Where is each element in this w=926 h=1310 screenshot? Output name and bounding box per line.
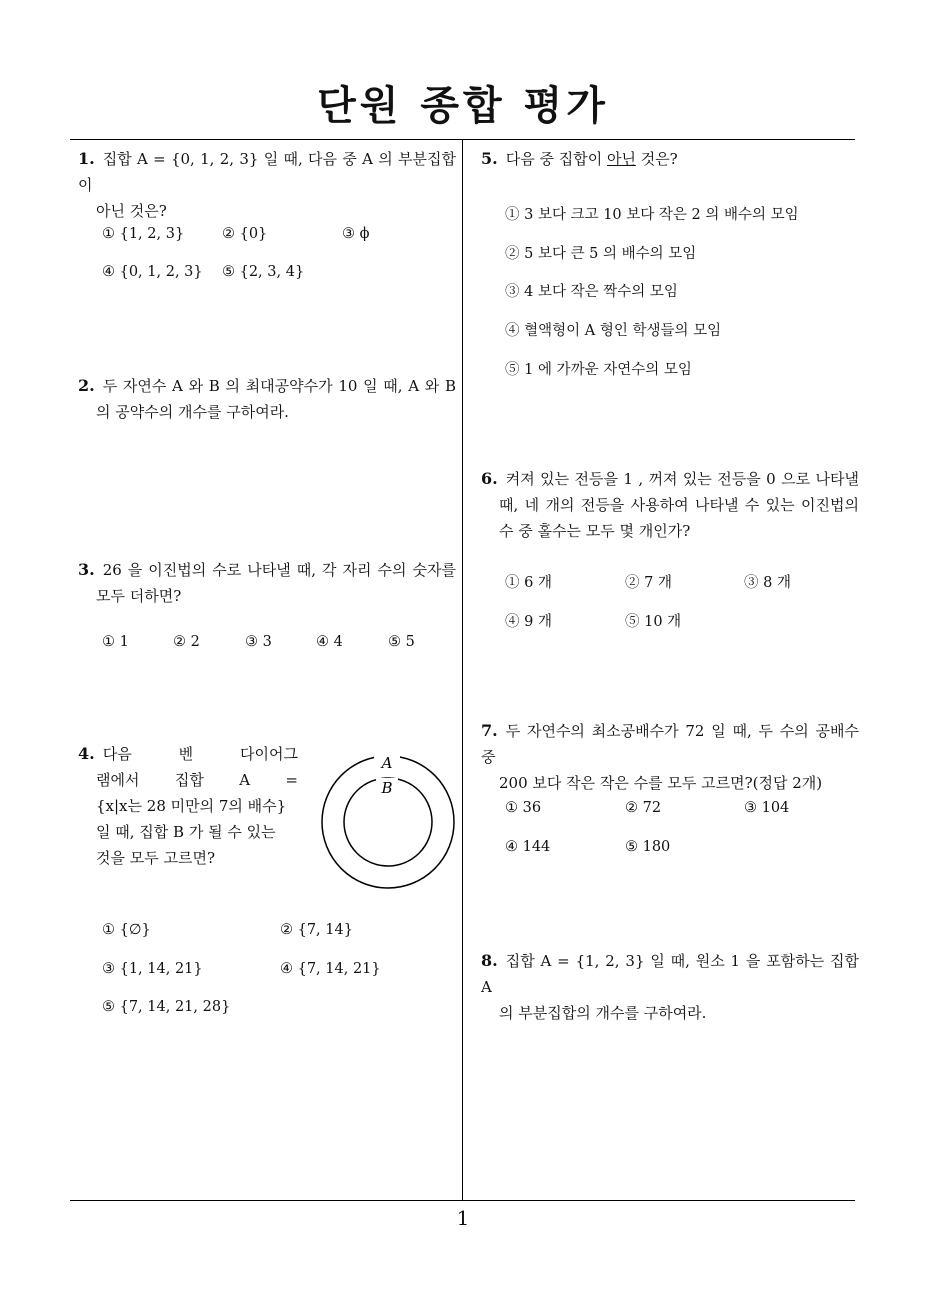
question-8	[481, 948, 859, 1026]
question-number: 7.	[481, 721, 498, 740]
column-divider	[462, 139, 463, 1200]
question-6	[481, 466, 859, 544]
option-3[interactable]: ③ 3	[245, 634, 272, 650]
question-text: 집합 A = {0, 1, 2, 3} 일 때, 다음 중 A 의 부분집합이	[78, 150, 456, 194]
page-number: 1	[456, 1206, 470, 1230]
option-5[interactable]: ⑤ 1 에 가까운 자연수의 모임	[505, 362, 692, 378]
question-3	[78, 557, 456, 609]
question-7	[481, 718, 859, 796]
question-text: 때, 네 개의 전등을 사용하여 나타낼 수 있는 이진법의	[499, 496, 859, 514]
option-4[interactable]: ④ 144	[505, 839, 551, 855]
question-text: 두 자연수의 최소공배수가 72 일 때, 두 수의 공배수 중	[481, 722, 859, 766]
option-2[interactable]: ② 2	[173, 634, 200, 650]
option-5[interactable]: ⑤ 10 개	[625, 614, 682, 630]
question-text: 아닌 것은?	[96, 202, 167, 220]
venn-label-a: A	[381, 754, 393, 772]
venn-diagram	[318, 752, 458, 892]
question-text: 다음 벤 다이어그	[102, 745, 298, 763]
option-3[interactable]: ③ 4 보다 작은 짝수의 모임	[505, 284, 678, 300]
question-text: 일 때, 집합 B 가 될 수 있는	[96, 823, 276, 841]
question-text: 다음 중 집합이	[505, 150, 607, 168]
option-4[interactable]: ④ {0, 1, 2, 3}	[102, 264, 203, 280]
question-1	[78, 146, 456, 224]
option-3[interactable]: ③ {1, 14, 21}	[102, 961, 203, 977]
question-number: 4.	[78, 744, 95, 763]
option-5[interactable]: ⑤ 180	[625, 839, 671, 855]
question-text: 집합 A = {1, 2, 3} 일 때, 원소 1 을 포함하는 집합 A	[481, 952, 859, 996]
bottom-rule	[70, 1200, 855, 1201]
option-1[interactable]: ① 36	[505, 800, 542, 816]
question-text: 것은?	[635, 150, 678, 168]
question-2	[78, 373, 456, 425]
option-4[interactable]: ④ 4	[316, 634, 343, 650]
question-number: 1.	[78, 149, 95, 168]
option-1[interactable]: ① 1	[102, 634, 129, 650]
question-text: 것을 모두 고르면?	[96, 849, 216, 867]
option-3[interactable]: ③ ϕ	[342, 226, 370, 242]
option-5[interactable]: ⑤ 5	[388, 634, 415, 650]
option-2[interactable]: ② {0}	[222, 226, 268, 242]
question-number: 6.	[481, 469, 498, 488]
question-text: 램에서 집합 A =	[96, 771, 298, 789]
option-2[interactable]: ② 72	[625, 800, 662, 816]
option-2[interactable]: ② 5 보다 큰 5 의 배수의 모임	[505, 246, 697, 262]
option-5[interactable]: ⑤ {7, 14, 21, 28}	[102, 999, 231, 1015]
option-1[interactable]: ① 3 보다 크고 10 보다 작은 2 의 배수의 모임	[505, 207, 799, 223]
option-1[interactable]: ① {∅}	[102, 922, 151, 938]
option-5[interactable]: ⑤ {2, 3, 4}	[222, 264, 305, 280]
question-text: {x|x는 28 미만의 7의 배수}	[96, 797, 287, 815]
page-title: 단원 종합 평가	[317, 83, 609, 129]
option-2[interactable]: ② {7, 14}	[280, 922, 353, 938]
question-text: 수 중 홀수는 모두 몇 개인가?	[499, 522, 691, 540]
question-text: 모두 더하면?	[96, 587, 182, 605]
question-number: 3.	[78, 560, 95, 579]
question-text: 26 을 이진법의 수로 나타낼 때, 각 자리 수의 숫자를	[102, 561, 456, 579]
option-3[interactable]: ③ 8 개	[744, 575, 791, 591]
option-2[interactable]: ② 7 개	[625, 575, 672, 591]
venn-label-b: B	[381, 779, 393, 797]
option-4[interactable]: ④ 혈액형이 A 형인 학생들의 모임	[505, 323, 722, 339]
question-5	[481, 146, 859, 172]
venn-outer-circle	[322, 756, 454, 888]
question-4	[78, 741, 298, 871]
question-text: 의 부분집합의 개수를 구하여라.	[499, 1004, 707, 1022]
option-4[interactable]: ④ 9 개	[505, 614, 552, 630]
question-emphasis: 아닌	[606, 150, 636, 168]
question-text: 켜져 있는 전등을 1 , 꺼져 있는 전등을 0 으로 나타낼	[505, 470, 859, 488]
question-number: 8.	[481, 951, 498, 970]
question-number: 2.	[78, 376, 95, 395]
option-1[interactable]: ① 6 개	[505, 575, 552, 591]
question-number: 5.	[481, 149, 498, 168]
question-text: 의 공약수의 개수를 구하여라.	[96, 403, 289, 421]
option-1[interactable]: ① {1, 2, 3}	[102, 226, 185, 242]
question-text: 200 보다 작은 작은 수를 모두 고르면?(정답 2개)	[499, 774, 823, 792]
option-3[interactable]: ③ 104	[744, 800, 790, 816]
option-4[interactable]: ④ {7, 14, 21}	[280, 961, 381, 977]
question-text: 두 자연수 A 와 B 의 최대공약수가 10 일 때, A 와 B	[102, 377, 456, 395]
